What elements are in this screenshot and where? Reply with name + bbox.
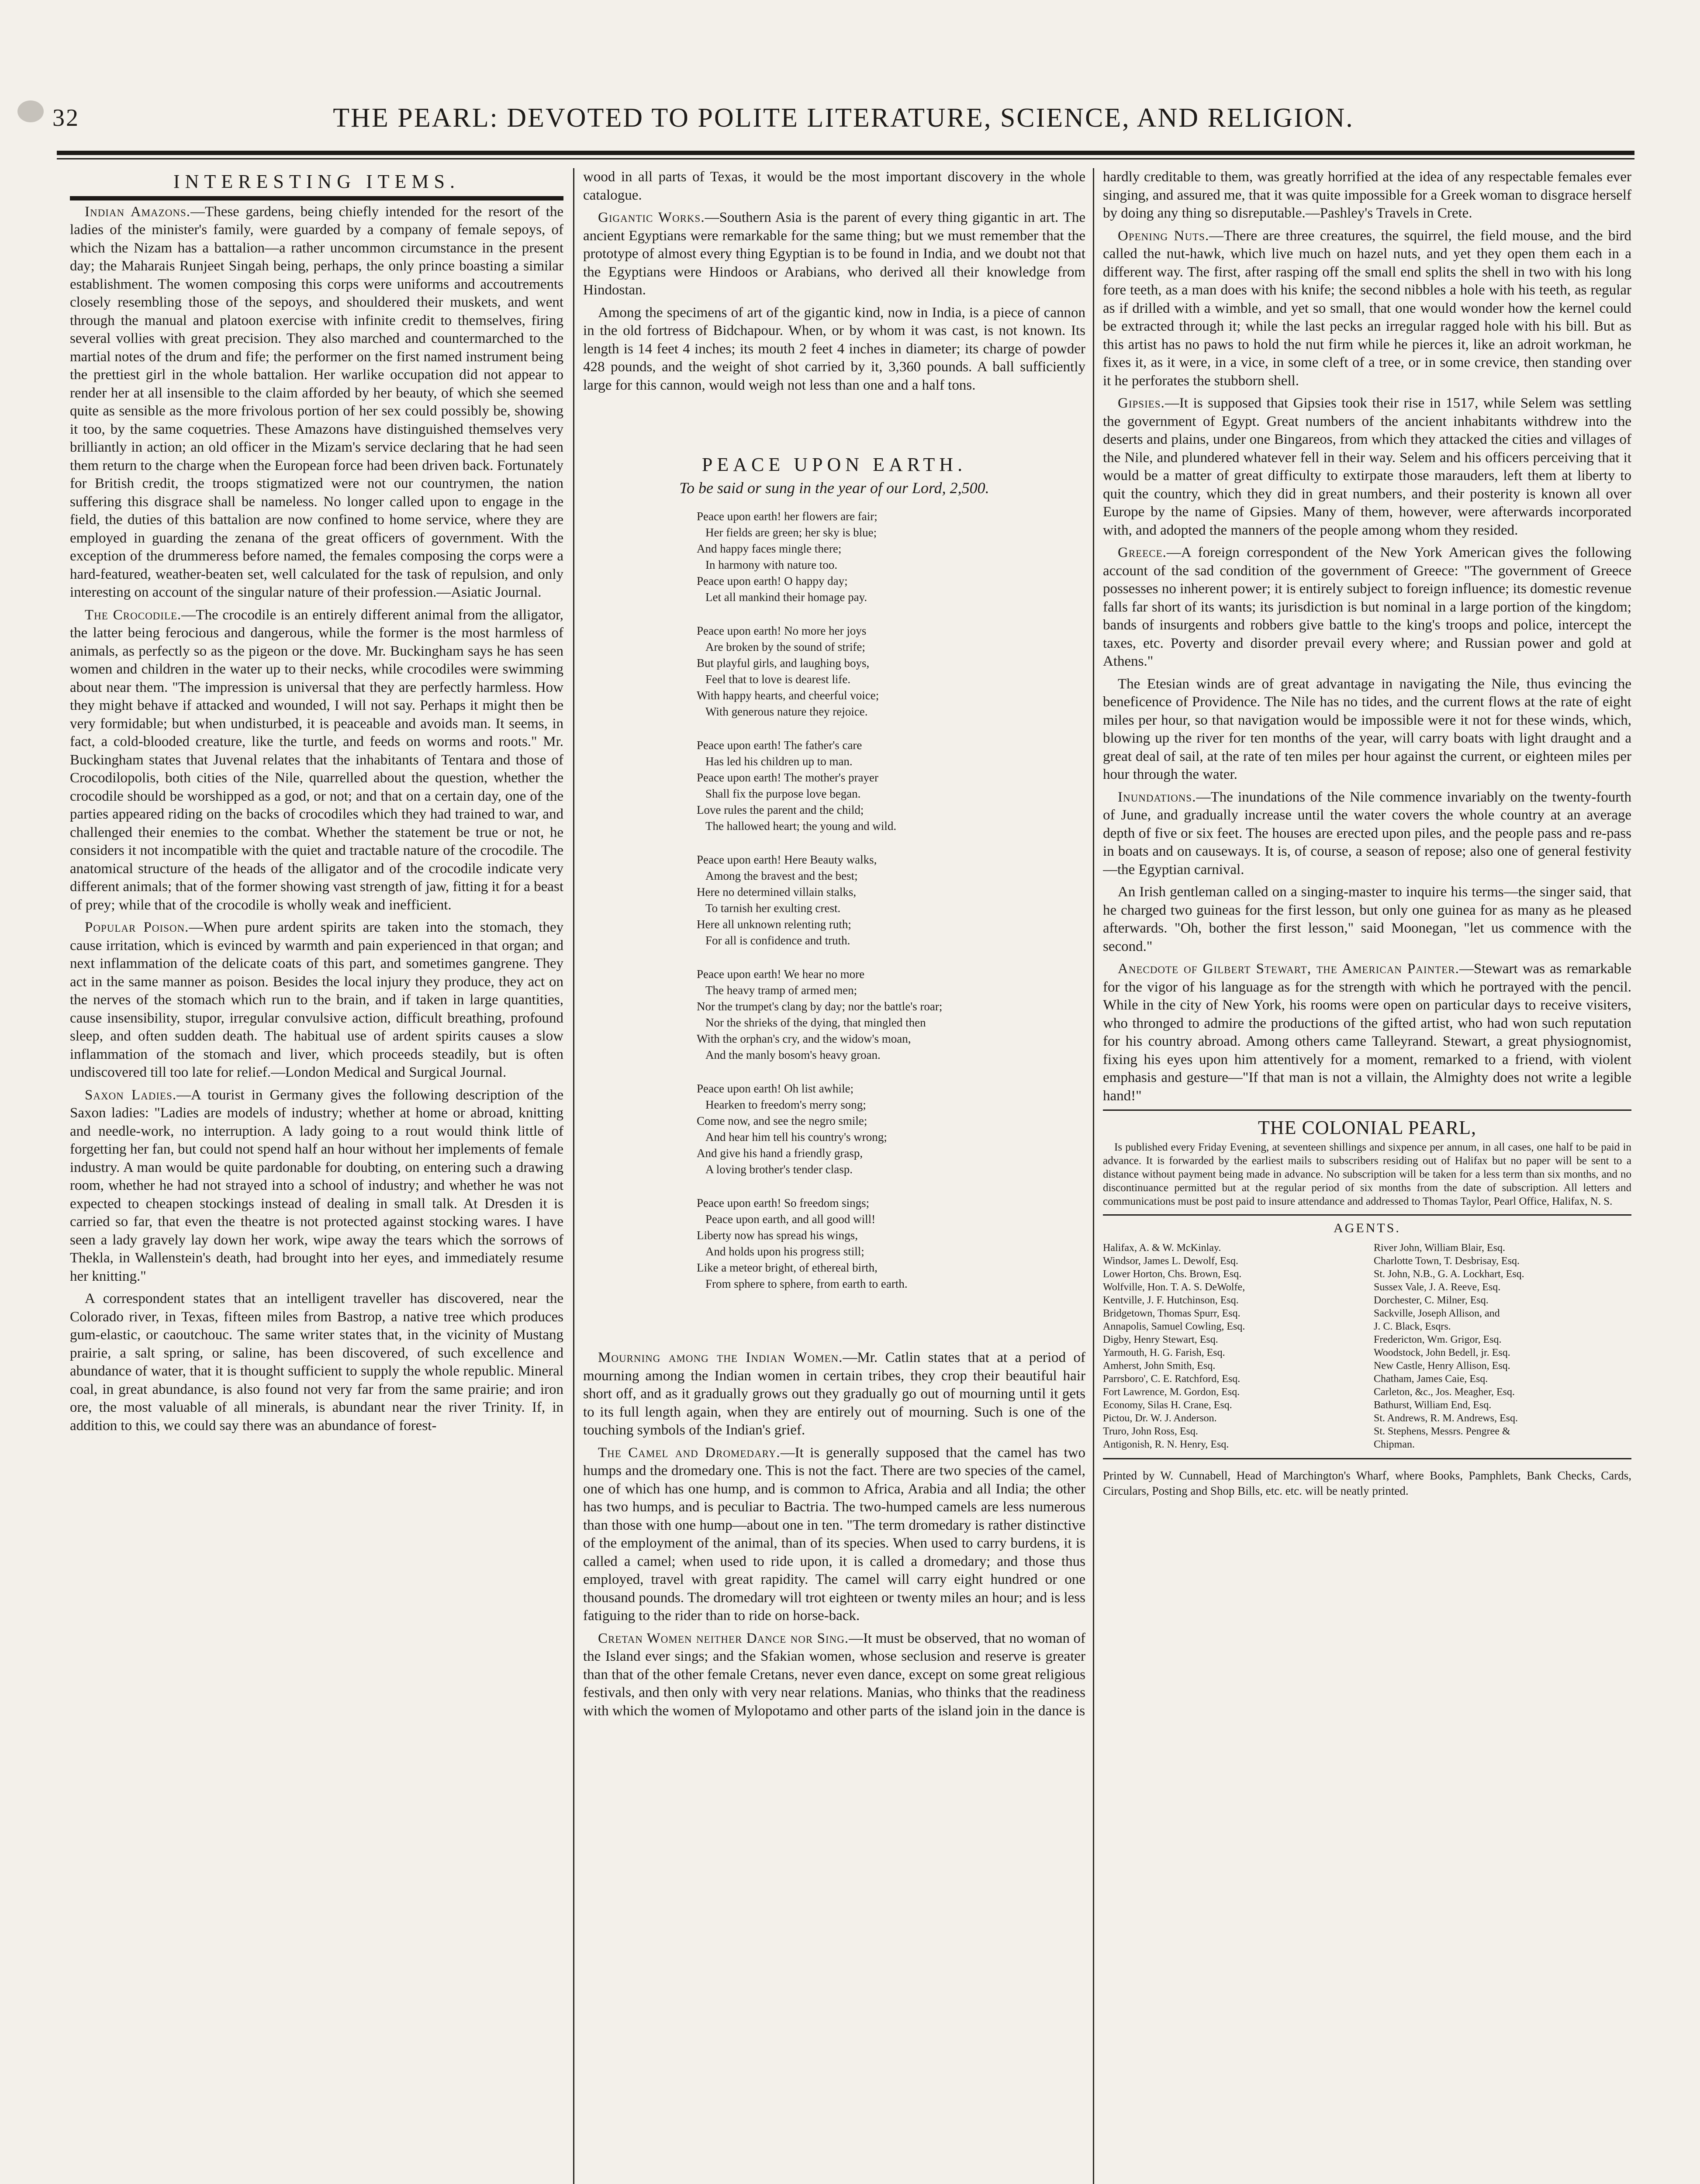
poem-stanza (697, 623, 1085, 720)
colonial-pearl-title: THE COLONIAL PEARL, (1258, 1117, 1477, 1138)
article-inundations (1103, 788, 1631, 879)
article-lead: Inundations. (1118, 789, 1196, 805)
header-rule-thin (57, 158, 1634, 159)
agent-entry: Pictou, Dr. W. J. Anderson. (1103, 1413, 1217, 1424)
article-texas (70, 1290, 563, 1435)
agent-entry: New Castle, Henry Allison, Esq. (1374, 1360, 1510, 1372)
poem-line: And happy faces mingle there; (697, 542, 842, 555)
agents-list (1103, 1241, 1631, 1451)
article-body: —These gardens, being chiefly intended for the resort of the ladies of the minister's family, were guarded by a company of female sepoys, of which the Nizam has a battalion—a rather uncommon circumstance in the present day; the Maharais Runjeet Singah being, perhaps, the only prince boasting a similar establishment. The women composing this corps were uniforms and accoutrements closely resembling those of the sepoys, and shouldered their muskets, and went through the manual and platoon exercise with infinite credit to themselves, firing several vollies with great precision. They also marched and countermarched to the martial notes of the drum and fife; the performer on the first named instrument being the prettiest girl in the whole battalion. Her warlike occupation did not appear to render her at all insensible to the claim afforded by her beauty, of which she seemed quite as sensible as the more frivolous portion of her sex could possibly be, showing it too, by the same coquetries. These Amazons have distinguished themselves very brilliantly in action; an old officer in the Mizam's service declaring that he had seen them return to the charge when the European force had been driven back. Fortunately for British credit, the troops stigmatized were not our countrymen, the nation suffering this disgrace shall be nameless. No longer called upon to engage in the field, the duties of this battalion are now confined to home service, where they are employed in guarding the zenana of the great officers of government. With the exception of the drummeress before named, the females composing the corps were a hard-featured, weather-beaten set, well calculated for the task of repulsion, and only interesting on account of the singular nature of their profession.—Asiatic Journal. (70, 204, 563, 600)
agent-entry: Carleton, &c., Jos. Meagher, Esq. (1374, 1386, 1515, 1398)
poem-line: A loving brother's tender clasp. (705, 1163, 853, 1176)
poem-line: Peace upon earth! The mother's prayer (697, 771, 878, 784)
masthead-title: THE PEARL: DEVOTED TO POLITE LITERATURE, SCIENCE, AND RELIGION. (333, 103, 1354, 133)
poem-line: Peace upon earth! Oh list awhile; (697, 1082, 854, 1095)
page-number: 32 (52, 104, 79, 131)
printer-imprint: Printed by W. Cunnabell, Head of Marchington's Wharf, where Books, Pamphlets, Bank Checks, Cards, Circulars, Posting and Shop Bills, etc. etc. will be neatly printed. (1103, 1469, 1631, 1497)
poem-line: Peace upon earth! Here Beauty walks, (697, 853, 877, 866)
poem-line: Peace upon earth! We hear no more (697, 968, 865, 981)
section-title: INTERESTING ITEMS. (173, 171, 460, 192)
agent-entry: Truro, John Ross, Esq. (1103, 1426, 1198, 1437)
poem-line: The hallowed heart; the young and wild. (705, 819, 897, 833)
poem-line: Nor the shrieks of the dying, that mingled then (705, 1016, 926, 1029)
column-divider (1093, 168, 1094, 2184)
paper-stain (17, 100, 44, 122)
poem-line: Are broken by the sound of strife; (705, 640, 865, 653)
agent-entry: Halifax, A. & W. McKinlay. (1103, 1242, 1221, 1254)
agent-entry: St. Andrews, R. M. Andrews, Esq. (1374, 1413, 1518, 1424)
article-cretan-women (583, 1630, 1085, 1721)
poem-line: Her fields are green; her sky is blue; (705, 526, 877, 539)
poem-line: Liberty now has spread his wings, (697, 1229, 858, 1242)
agent-entry: Sussex Vale, J. A. Reeve, Esq. (1374, 1282, 1501, 1293)
poem-stanza (697, 737, 1085, 834)
article-crocodile (70, 606, 563, 915)
agent-entry: Economy, Silas H. Crane, Esq. (1103, 1400, 1232, 1411)
article-body: —The crocodile is an entirely different animal from the alligator, the latter being ferocious and dangerous, while the former is the most harmless of animals, as perfectly so as the pigeon or the dove. Mr. Buckingham says he has seen women and children in the water up to their necks, while crocodiles were swimming about near them. "The impression is universal that they are perfectly harmless. How they might behave if attacked and wounded, I will not say. Perhaps it might then be very formidable; but when undisturbed, it is peaceable and avoids man. It seems, in fact, a cold-blooded creature, like the turtle, and feeds on worms and roots." Mr. Buckingham states that Juvenal relates that the inhabitants of Tentara and those of Crocodilopolis, both cities of the Nile, quarrelled about the question, whether the crocodile should be worshipped as a god, or not; and that on a certain day, one of the parties appeared riding on the backs of crocodiles which they had trained to war, and challenged their enemies to the combat. Whether the statement be true or not, he considers it not incompatible with the quiet and tractable nature of the crocodile. The anatomical structure of the heads of the alligator and of the crocodile indicate very different animals; that of the former showing vast strength of jaw, fitting it for a beast of prey; while that of the crocodile is wholly weak and inefficient. (70, 607, 563, 913)
article-body: —A foreign correspondent of the New York American gives the following account of the sad condition of the government of Greece: "The government of Greece possesses no inherent power; it is entirely subject to foreign influence; its domestic revenue falls far short of its wants; its jurisdiction is but nominal in a large portion of the kingdom; bands of insurgents and robbers give battle to the king's troops and police, intercept the taxes, etc. Poverty and disorder prevail every where; and Russian power and gold at Athens." (1103, 545, 1631, 669)
agent-entry: Kentville, J. F. Hutchinson, Esq. (1103, 1295, 1239, 1306)
agent-entry: Windsor, James L. Dewolf, Esq. (1103, 1255, 1239, 1267)
poem-line: The heavy tramp of armed men; (705, 984, 857, 997)
notice-rule (1103, 1109, 1631, 1111)
poem (583, 508, 1085, 1292)
poem-line: Feel that to love is dearest life. (705, 673, 851, 686)
agent-entry: Woodstock, John Bedell, jr. Esq. (1374, 1347, 1510, 1358)
article-body: —Mr. Catlin states that at a period of mourning among the Indian women in certain tribes, they crop their beautiful hair short off, and as it gradually grows out they gradually go out of mourning until it gets to its full length again, when they are entirely out of mourning. Such is one of the touching symbols of the Indian's grief. (583, 1350, 1085, 1438)
poem-subtitle: To be said or sung in the year of our Lord, 2,500. (679, 479, 989, 497)
poem-line: And the manly bosom's heavy groan. (705, 1048, 881, 1061)
article-body: —It must be observed, that no woman of the Island ever sings; and the Sfakian women, whose seclusion and reserve is greater than that of the other female Cretans, never even dance, except on some great religious festivals, and then only with very near relations. Manias, who thinks that the readiness with which the women of Mylopotamo and other parts of the island join in the dance is (583, 1630, 1085, 1719)
article-body: An Irish gentleman called on a singing-master to inquire his terms—the singer said, that he charged two guineas for the first lesson, but only one guinea for as many as he pleased afterwards. "Oh, bother the first lesson," said Moonegan, "let us commence with the second." (1103, 884, 1631, 954)
article-gilbert-stewart (1103, 960, 1631, 1105)
article-mourning (583, 1349, 1085, 1440)
poem-line: Has led his children up to man. (705, 755, 853, 768)
section-rule (70, 196, 563, 200)
column-right (1103, 168, 1631, 2184)
agent-entry: Parrsboro', C. E. Ratchford, Esq. (1103, 1373, 1240, 1385)
poem-line: Here no determined villain stalks, (697, 885, 857, 898)
article-body: —Stewart was as remarkable for the vigor of his language as for the strength with which he portrayed with the pencil. While in the city of New York, his rooms were open on particular days to receive visiters, who thronged to admire the productions of the gifted artist, who had won such reputation for his country abroad. Among others came Talleyrand. Stewart, a great physiognomist, fixing his eyes upon him attentively for a moment, remarked to a friend, with violent emphasis and gesture—"If that man is not a villain, the Almighty does not write a legible hand!" (1103, 961, 1631, 1104)
article-lead: Popular Poison. (85, 919, 189, 935)
poem-stanza (697, 1081, 1085, 1178)
article-body: —It is supposed that Gipsies took their rise in 1517, while Selem was settling the government of Egypt. Great numbers of the ancient inhabitants withdrew into the deserts and plains, under one Bingareos, from which they attacked the cities and villages of the Nile, and plundered whatever fell in their way. Selem and his officers perceiving that it would be a matter of great difficulty to extirpate those marauders, left them at liberty to quit the country, which they did in great numbers, and their posterity is known all over Europe by the name of Gipsies. Many of them, however, were afterwards incorporated with, and adopted the manners of the people among whom they resided. (1103, 395, 1631, 538)
agent-entry: Charlotte Town, T. Desbrisay, Esq. (1374, 1255, 1520, 1267)
poem-line: Here all unknown relenting ruth; (697, 918, 851, 931)
article-texas-continued (583, 168, 1085, 204)
article-body: A correspondent states that an intelligent traveller has discovered, near the Colorado river, in Texas, fifteen miles from Bastrop, a native tree which produces gum-elastic, or caoutchouc. The same writer states that, in the vicinity of Mustang prairie, a salt spring, or saline, has been discovered, of such excellence and abundance of water, that it is thought sufficient to supply the whole republic. Mineral coal, in great abundance, is also found not very far from the same prairie; and iron ore, the most valuable of all minerals, is abundant near the river Trinity. If, in addition to this, we could say there was an abundance of forest- (70, 1291, 563, 1434)
agent-entry: Fort Lawrence, M. Gordon, Esq. (1103, 1386, 1240, 1398)
article-body: wood in all parts of Texas, it would be the most important discovery in the whole catalogue. (583, 169, 1085, 203)
agent-entry: Dorchester, C. Milner, Esq. (1374, 1295, 1489, 1306)
article-lead: Anecdote of Gilbert Stewart, the American Painter. (1118, 961, 1459, 977)
agent-entry: Fredericton, Wm. Grigor, Esq. (1374, 1334, 1502, 1345)
article-gigantic-works (583, 209, 1085, 300)
article-lead: Indian Amazons. (85, 204, 191, 220)
article-body: —It is generally supposed that the camel has two humps and the dromedary one. This is not the fact. There are two species of the camel, one of which has one hump, and is common to Africa, Arabia and all India; the other has two humps, and is peculiar to Bactria. The two-humped camels are less numerous than those with one hump—about one in ten. "The term dromedary is rather distinctive of the employment of the animal, than of its species. When used to carry burdens, it is called a camel; when used to ride upon, it is called a dromedary; and those thus employed, travel with great rapidity. The camel will carry eight hundred or one thousand pounds. The dromedary will trot eighteen or twenty miles an hour; and is less fatiguing to the rider than to ride on horse-back. (583, 1444, 1085, 1624)
poem-line: And holds upon his progress still; (705, 1245, 864, 1258)
agent-entry: St. Stephens, Messrs. Pengree & (1374, 1426, 1510, 1437)
agent-entry: Sackville, Joseph Allison, and (1374, 1308, 1500, 1319)
poem-line: But playful girls, and laughing boys, (697, 657, 870, 670)
poem-line: Among the bravest and the best; (705, 869, 858, 882)
article-opening-nuts (1103, 227, 1631, 390)
agent-entry: St. John, N.B., G. A. Lockhart, Esq. (1374, 1268, 1524, 1280)
article-popular-poison (70, 919, 563, 1082)
agents-title: AGENTS. (1334, 1220, 1401, 1235)
poem-line: For all is confidence and truth. (705, 934, 850, 947)
article-body: —Southern Asia is the parent of every thing gigantic in art. The ancient Egyptians were remarkable for the same thing; but we must remember that the prototype of almost every thing Egyptian is to be found in India, and we doubt not that the Egyptians were Hindoos or Arabians, who derived all their knowledge from Hindostan. (583, 210, 1085, 298)
article-body: —There are three creatures, the squirrel, the field mouse, and the bird called the nut-hawk, which live much on hazel nuts, and yet they open them each in a different way. The first, after rasping off the small end splits the shell in two with his long fore teeth, as a man does with his knife; the second nibbles a hole with his teeth, as regular as if drilled with a wimble, and yet so small, that one would wonder how the kernel could be extracted through it; while the last pecks an irregular ragged hole with his bill. But as this artist has no paws to hold the nut firm while he pierces it, like an adroit workman, he fixes it, as it were, in a vice, in some cleft of a tree, or in some crevice, then standing over it he perforates the stubborn shell. (1103, 228, 1631, 389)
article-lead: Mourning among the Indian Women. (598, 1350, 843, 1365)
poem-line: Hearken to freedom's merry song; (705, 1098, 866, 1111)
article-body: hardly creditable to them, was greatly horrified at the idea of any respectable females ever singing, and assured me, that it was quite impossible for a Greek woman to disgrace herself by doing any thing so disreputable.—Pashley's Travels in Crete. (1103, 169, 1631, 221)
poem-line: In harmony with nature too. (705, 558, 838, 571)
poem-title: PEACE UPON EARTH. (701, 454, 967, 475)
poem-line: Peace upon earth! her flowers are fair; (697, 510, 878, 523)
article-body: The Etesian winds are of great advantage in navigating the Nile, thus evincing the beneficence of Providence. The Nile has no tides, and the current flows at the rate of eight miles per hour, so that navigation would be impossible were it not for these winds, which, blowing up the river for ten months of the year, will carry boats with light draught and a great deal of sail, at the rate of ten miles per hour against the current, or eighteen miles per hour through the water. (1103, 676, 1631, 782)
poem-line: With generous nature they rejoice. (705, 705, 868, 718)
article-lead: The Camel and Dromedary. (598, 1444, 781, 1461)
agent-entry: Annapolis, Samuel Cowling, Esq. (1103, 1321, 1245, 1332)
article-body: Among the specimens of art of the gigantic kind, now in India, is a piece of cannon in the old fortress of Bidchapour. When, or by whom it was cast, is not known. Its length is 14 feet 4 inches; its mouth 2 feet 4 inches in diameter; its charge of powder 428 pounds, and the weight of shot carried by it, 3,360 pounds. A ball sufficiently large for this cannon, would weigh not less than one and a half tons. (583, 304, 1085, 393)
article-body: —A tourist in Germany gives the following description of the Saxon ladies: "Ladies are models of industry; whether at home or abroad, knitting and needle-work, no interruption. A lady going to a rout would think little of forgetting her fan, but could not spend half an hour without her implements of female industry. A man would be quite pardonable for doubting, on entering such a drawing room, whether he had not strayed into a school of industry; and whether he was not expected to cheapen stockings instead of dealing in small talk. At Dresden it is carried so far, that even the theatre is not protected against stocking wares. I have seen a lady gravely lay down her work, wipe away the tears which the sorrows of Thekla, in Wallenstein's death, had brought into her eyes, and immediately resume her knitting." (70, 1087, 563, 1284)
article-saxon-ladies (70, 1086, 563, 1286)
article-lead: Opening Nuts. (1118, 228, 1209, 244)
poem-line: Love rules the parent and the child; (697, 803, 864, 816)
header-rule (57, 151, 1634, 155)
article-lead: Gipsies. (1118, 395, 1165, 411)
poem-stanza (697, 852, 1085, 949)
poem-stanza (697, 508, 1085, 605)
agent-entry: J. C. Black, Esqrs. (1374, 1321, 1451, 1332)
poem-line: Nor the trumpet's clang by day; nor the battle's roar; (697, 1000, 943, 1013)
agent-entry: Amherst, John Smith, Esq. (1103, 1360, 1216, 1372)
article-gipsies (1103, 394, 1631, 539)
article-camel (583, 1444, 1085, 1625)
printer-rule (1103, 1458, 1631, 1459)
poem-line: Come now, and see the negro smile; (697, 1114, 867, 1127)
article-lead: The Crocodile. (85, 607, 182, 623)
agent-entry: Wolfville, Hon. T. A. S. DeWolfe, (1103, 1282, 1245, 1293)
poem-line: Shall fix the purpose love began. (705, 787, 861, 800)
poem-line: With happy hearts, and cheerful voice; (697, 689, 879, 702)
poem-line: And hear him tell his country's wrong; (705, 1130, 887, 1144)
poem-line: Peace upon earth! The father's care (697, 739, 862, 752)
page-header (52, 94, 1634, 142)
agents-column-right (1374, 1241, 1631, 1451)
agents-column-left (1103, 1241, 1361, 1451)
agent-entry: River John, William Blair, Esq. (1374, 1242, 1505, 1254)
article-greece (1103, 544, 1631, 671)
article-lead: Saxon Ladies. (85, 1087, 177, 1103)
article-lead: Cretan Women neither Dance nor Sing. (598, 1630, 849, 1646)
agent-entry: Antigonish, R. N. Henry, Esq. (1103, 1439, 1229, 1450)
agent-entry: Chatham, James Caie, Esq. (1374, 1373, 1488, 1385)
column-left (70, 168, 563, 2184)
agent-entry: Bridgetown, Thomas Spurr, Esq. (1103, 1308, 1240, 1319)
poem-line: And give his hand a friendly grasp, (697, 1147, 863, 1160)
article-irish-gentleman (1103, 883, 1631, 956)
article-nile-winds (1103, 675, 1631, 784)
article-lead: Gigantic Works. (598, 210, 705, 225)
poem-line: Peace upon earth, and all good will! (705, 1213, 876, 1226)
article-lead: Greece. (1118, 545, 1167, 560)
agent-entry: Chipman. (1374, 1439, 1415, 1450)
poem-line: To tarnish her exulting crest. (705, 902, 841, 915)
poem-line: Peace upon earth! O happy day; (697, 574, 848, 587)
article-gigantic-works-2 (583, 304, 1085, 395)
poem-stanza (697, 966, 1085, 1063)
column-divider (573, 168, 574, 2184)
poem-line: With the orphan's cry, and the widow's moan, (697, 1032, 911, 1045)
article-indian-amazons (70, 203, 563, 602)
article-body: —When pure ardent spirits are taken into the stomach, they cause irritation, which is evinced by warmth and pain experienced in that organ; and next inflammation of the delicate coats of this part, and sometimes gangrene. They act in the same manner as poison. Besides the local injury they produce, they act on the nerves of the stomach which run to the brain, and if taken in large quantities, cause insensibility, stupor, irregular convulsive action, difficult breathing, profound sleep, and often sudden death. The habitual use of ardent spirits causes a slow inflammation of the stomach and liver, which proceeds steadily, but is often undiscovered till too late for relief.—London Medical and Surgical Journal. (70, 919, 563, 1080)
poem-line: From sphere to sphere, from earth to earth. (705, 1277, 908, 1290)
poem-line: Like a meteor bright, of ethereal birth, (697, 1261, 878, 1274)
agent-entry: Yarmouth, H. G. Farish, Esq. (1103, 1347, 1225, 1358)
agent-entry: Bathurst, William End, Esq. (1374, 1400, 1492, 1411)
poem-line: Peace upon earth! No more her joys (697, 624, 867, 637)
agents-rule (1103, 1214, 1631, 1216)
poem-stanza (697, 1195, 1085, 1292)
poem-line: Let all mankind their homage pay. (705, 591, 867, 604)
article-body: —The inundations of the Nile commence invariably on the twenty-fourth of June, and gradually increase until the water covers the whole country at an average depth of five or six feet. The houses are erected upon piles, and the people pass and re-pass in boats and on causeways. It is, of course, a season of repose; also one of general festivity—the Egyptian carnival. (1103, 789, 1631, 878)
agent-entry: Digby, Henry Stewart, Esq. (1103, 1334, 1218, 1345)
column-middle (583, 168, 1085, 2184)
publication-notice: Is published every Friday Evening, at seventeen shillings and sixpence per annum, in all cases, one half to be paid in advance. It is forwarded by the earliest mails to subscribers residing out of Halifax but no paper will be sent to a distance without payment being made in advance. No subscription will be taken for a less term than six months, and no discontinuance permitted but at the regular period of six months from the date of subscription. All letters and communications must be post paid to insure attendance and addressed to Thomas Taylor, Pearl Office, Halifax, N. S. (1103, 1141, 1631, 1207)
agent-entry: Lower Horton, Chs. Brown, Esq. (1103, 1268, 1242, 1280)
poem-line: Peace upon earth! So freedom sings; (697, 1196, 870, 1209)
article-cretan-continued (1103, 168, 1631, 223)
